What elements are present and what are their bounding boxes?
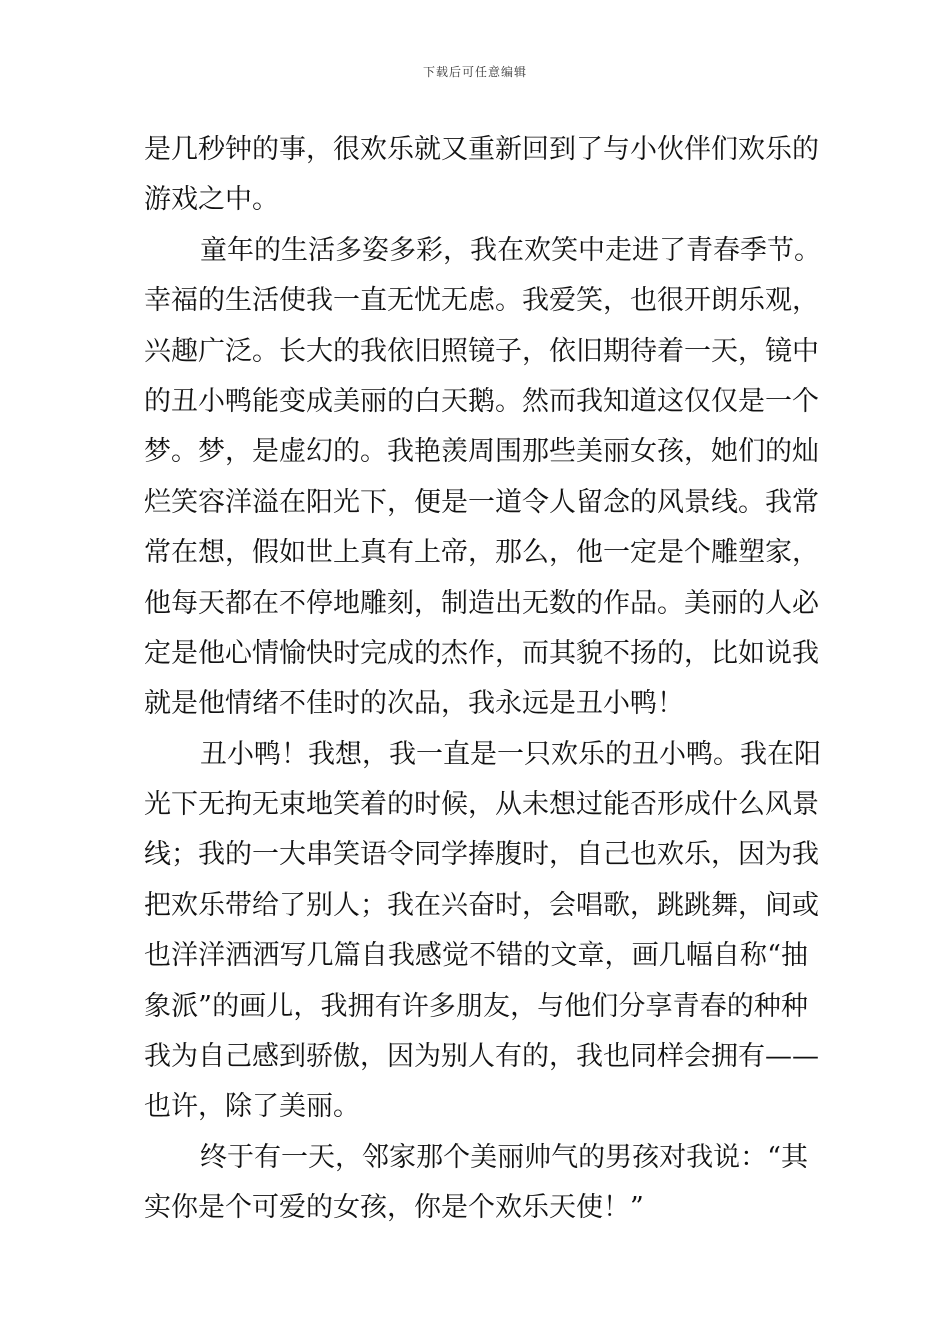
text-line: 定是他心情愉快时完成的杰作，而其貌不扬的，比如说我 (144, 637, 819, 669)
text-line: 烂笑容洋溢在阳光下，便是一道令人留念的风景线。我常 (144, 486, 819, 518)
page-header: 下载后可任意编辑 (422, 65, 527, 79)
text-line: 把欢乐带给了别人；我在兴奋时，会唱歌，跳跳舞，间或 (144, 889, 819, 921)
text-line: 实你是个可爱的女孩，你是个欢乐天使！” (144, 1192, 644, 1224)
text-line: 他每天都在不停地雕刻，制造出无数的作品。美丽的人必 (144, 587, 819, 619)
text-line: 也洋洋洒洒写几篇自我感觉不错的文章，画几幅自称“抽 (144, 940, 808, 972)
essay-body (144, 125, 821, 1234)
text-line: 象派”的画儿，我拥有许多朋友，与他们分享青春的种种 (144, 990, 808, 1022)
text-line: 是几秒钟的事，很欢乐就又重新回到了与小伙伴们欢乐的 (144, 134, 819, 165)
paragraph-first-line: 终于有一天，邻家那个美丽帅气的男孩对我说：“其 (200, 1141, 808, 1173)
text-line: 线；我的一大串笑语令同学捧腹时，自己也欢乐，因为我 (144, 839, 819, 871)
text-line: 我为自己感到骄傲，因为别人有的，我也同样会拥有—— (144, 1041, 819, 1073)
text-line: 光下无拘无束地笑着的时候，从未想过能否形成什么风景 (144, 789, 819, 821)
text-line: 常在想，假如世上真有上帝，那么，他一定是个雕塑家， (144, 537, 819, 569)
text-line: 的丑小鸭能变成美丽的白天鹅。然而我知道这仅仅是一个 (144, 385, 819, 417)
text-line: 幸福的生活使我一直无忧无虑。我爱笑，也很开朗乐观， (144, 285, 819, 317)
text-line: 兴趣广泛。长大的我依旧照镜子，依旧期待着一天，镜中 (144, 335, 819, 367)
text-line: 游戏之中。 (144, 184, 279, 216)
text-line: 也许，除了美丽。 (144, 1091, 360, 1123)
text-line: 梦。梦，是虚幻的。我艳羡周围那些美丽女孩，她们的灿 (144, 436, 819, 468)
paragraph-first-line: 丑小鸭！我想，我一直是一只欢乐的丑小鸭。我在阳 (200, 738, 821, 770)
paragraph-first-line: 童年的生活多姿多彩，我在欢笑中走进了青春季节。 (200, 234, 821, 266)
text-line: 就是他情绪不佳时的次品，我永远是丑小鸭！ (144, 688, 684, 720)
